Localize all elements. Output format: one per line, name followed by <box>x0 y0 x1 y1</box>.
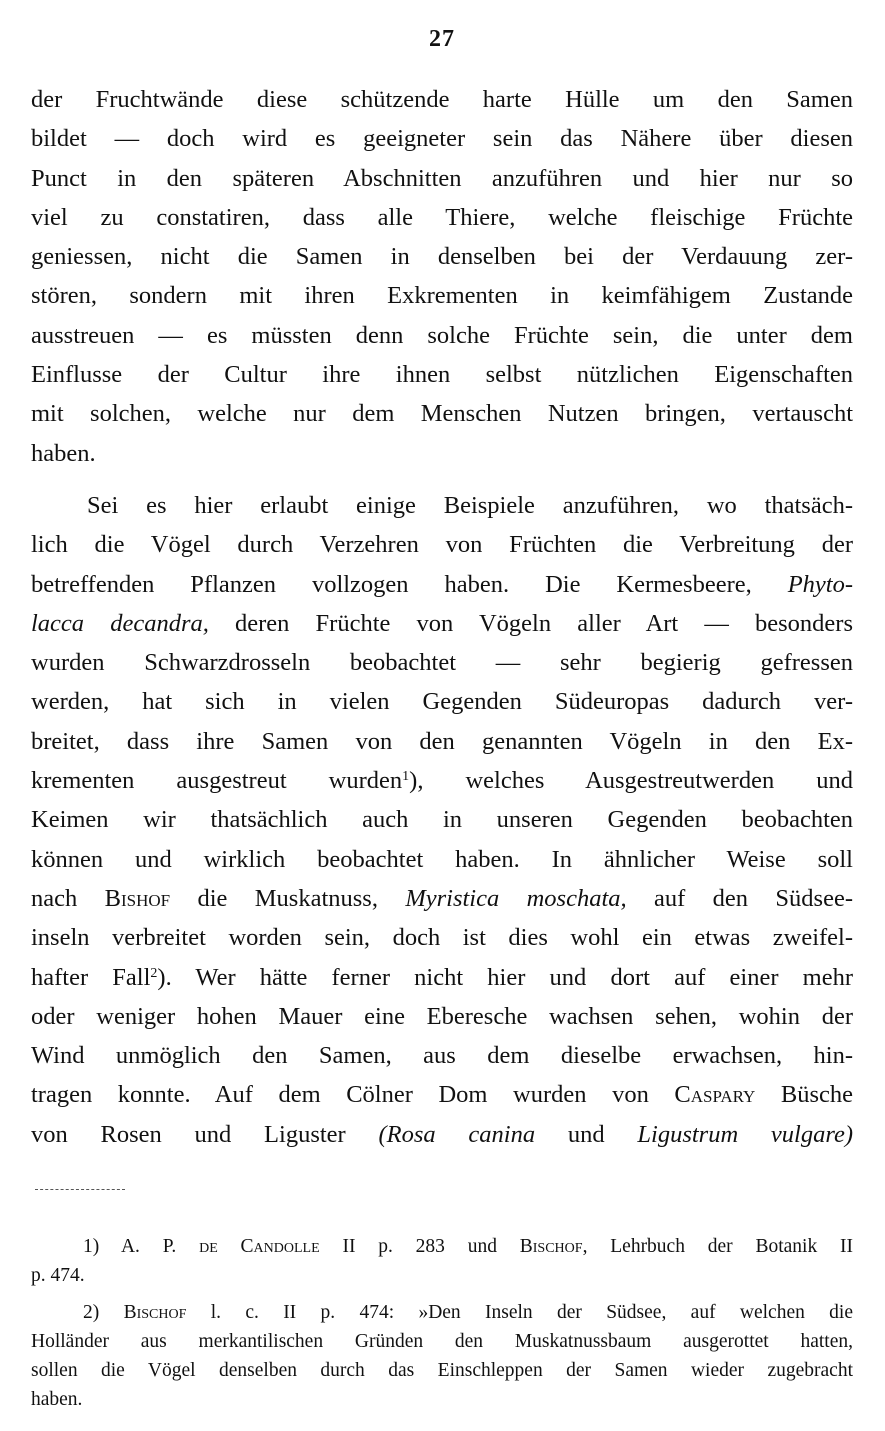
footnote-number: 2) <box>83 1302 100 1323</box>
species-name: (Rosa canina <box>378 1120 536 1148</box>
text-run: Büsche <box>755 1081 853 1109</box>
text-line: Sei es hier erlaubt einige Beispiele anzuführen, wo thatsäch- <box>87 491 853 519</box>
text-run: nach <box>31 884 105 912</box>
text-run: auf den Südsee- <box>626 884 853 912</box>
text-line: Einflusse der Cultur ihre ihnen selbst nützlichen Eigenschaften <box>31 361 853 389</box>
text-line: der Fruchtwände diese schützende harte Hülle um den Samen <box>31 86 853 113</box>
footnote-number: 1) <box>83 1236 100 1257</box>
text-line: bildet — doch wird es geeigneter sein das Nähere über diesen <box>31 125 853 153</box>
main-text <box>31 80 853 1154</box>
footnote-line: Holländer aus merkantilischen Gründen den Muskatnussbaum ausgerottet hatten, <box>31 1331 853 1352</box>
paragraph-1 <box>31 80 853 473</box>
text-run: krementen ausgestreut wurden <box>31 767 403 795</box>
text-line: Wind unmöglich den Samen, aus dem dieselbe erwachsen, hin- <box>31 1042 853 1070</box>
text-line: breitet, dass ihre Samen von den genannten Vögeln in den Ex- <box>31 727 853 755</box>
footnote-line <box>31 1232 853 1261</box>
footnote-line: p. 474. <box>31 1265 85 1286</box>
text-line <box>31 1115 853 1154</box>
text-line <box>31 1075 853 1114</box>
text-line: geniessen, nicht die Samen in denselben bei der Verdauung zer- <box>31 243 853 271</box>
species-name: Ligustrum vulgare) <box>637 1120 853 1148</box>
text-line: wurden Schwarzdrosseln beobachtet — sehr begierig gefressen <box>31 649 853 677</box>
paragraph-2 <box>31 486 853 1154</box>
author-name: de Candolle <box>199 1236 320 1257</box>
footnotes <box>31 1232 853 1414</box>
text-run: A. P. <box>99 1236 200 1257</box>
text-run: ), welches Ausgestreutwerden und <box>409 767 853 795</box>
text-line: Punct in den späteren Abschnitten anzuführen und hier nur so <box>31 164 853 192</box>
footnote-1 <box>31 1232 853 1290</box>
page-number: 27 <box>429 26 455 52</box>
text-line: Keimen wir thatsächlich auch in unseren Gegenden beobachten <box>31 806 853 834</box>
footnote-ref-2: 2 <box>150 965 158 981</box>
footnote-separator <box>35 1189 125 1190</box>
text-run: betreffenden Pflanzen vollzogen haben. Die Kermesbeere, <box>31 570 788 598</box>
footnote-ref-1: 1 <box>402 769 410 785</box>
text-line <box>31 565 853 604</box>
text-line: werden, hat sich in vielen Gegenden Südeuropas dadurch ver- <box>31 688 853 716</box>
text-line: oder weniger hohen Mauer eine Eberesche wachsen sehen, wohin der <box>31 1002 853 1030</box>
text-line: mit solchen, welche nur dem Menschen Nutzen bringen, vertauscht <box>31 400 853 428</box>
footnote-line: haben. <box>31 1389 83 1410</box>
text-run: hafter Fall <box>31 963 151 991</box>
text-line <box>31 879 853 918</box>
species-name: lacca decandra, <box>31 609 209 637</box>
text-run: die Muskatnuss, <box>170 884 406 912</box>
text-run: , Lehrbuch der Botanik II <box>582 1236 853 1257</box>
text-line <box>31 761 853 800</box>
text-line: lich die Vögel durch Verzehren von Früchten die Verbreitung der <box>31 531 853 559</box>
text-line: inseln verbreitet worden sein, doch ist dies wohl ein etwas zweifel- <box>31 924 853 952</box>
text-line: stören, sondern mit ihren Exkrementen in keimfähigem Zustande <box>31 282 853 310</box>
text-line <box>31 604 853 643</box>
text-line: viel zu constatiren, dass alle Thiere, welche fleischige Früchte <box>31 203 853 231</box>
author-name: Bischof <box>519 1236 583 1257</box>
text-line: haben. <box>31 439 96 467</box>
text-run: tragen konnte. Auf dem Cölner Dom wurden von <box>31 1081 675 1109</box>
species-name: Phyto- <box>787 570 853 598</box>
book-page <box>31 0 853 1431</box>
text-run: II p. 283 und <box>319 1236 520 1257</box>
text-line: ausstreuen — es müssten denn solche Früchte sein, die unter dem <box>31 321 853 349</box>
text-run: deren Früchte von Vögeln aller Art — besonders <box>208 609 853 637</box>
text-line: können und wirklich beobachtet haben. In ähnlicher Weise soll <box>31 845 853 873</box>
text-run: l. c. II p. 474: »Den Inseln der Südsee, auf welchen die <box>186 1302 853 1323</box>
author-name: Caspary <box>674 1081 756 1109</box>
text-run: von Rosen und Liguster <box>31 1120 379 1148</box>
text-line <box>31 958 853 997</box>
footnote-2 <box>31 1298 853 1414</box>
species-name: Myristica moschata, <box>405 884 627 912</box>
author-name: Bishof <box>104 884 171 912</box>
footnote-line <box>31 1298 853 1327</box>
footnote-line: sollen die Vögel denselben durch das Einschleppen der Samen wieder zugebracht <box>31 1360 853 1381</box>
text-run: ). Wer hätte ferner nicht hier und dort auf einer mehr <box>157 963 853 991</box>
text-run: und <box>535 1120 638 1148</box>
author-name: Bischof <box>123 1302 187 1323</box>
